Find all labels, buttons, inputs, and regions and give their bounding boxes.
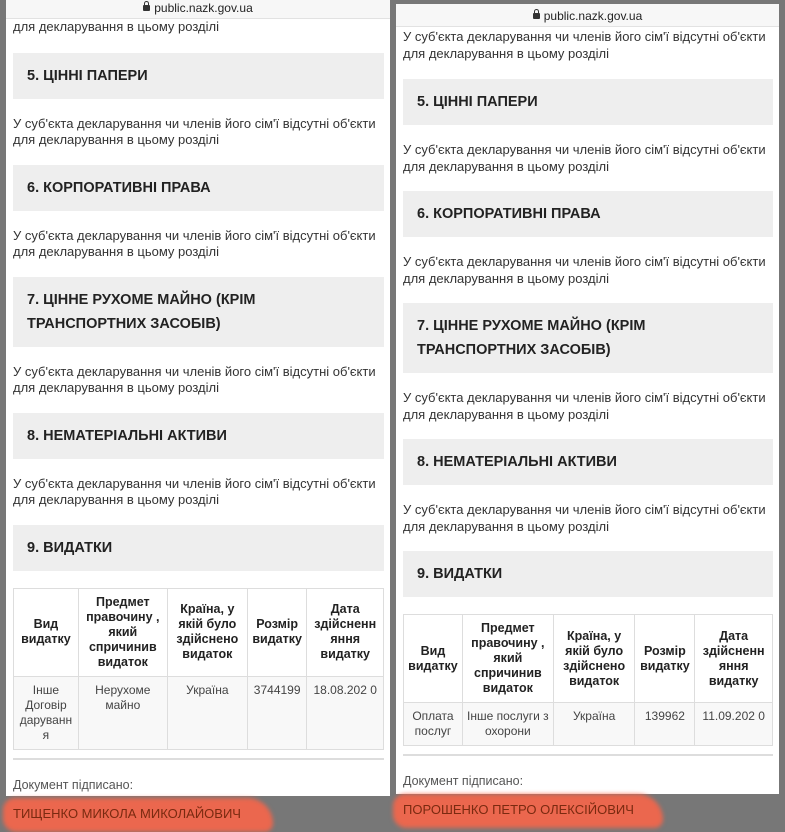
table-row <box>14 676 384 749</box>
url-bar[interactable] <box>6 0 390 19</box>
section-text: У суб'єкта декларування чи членів його сім'ї відсутні об'єкти для декларування в цьому розділі <box>403 142 766 174</box>
section-heading: 8. НЕМАТЕРІАЛЬНІ АКТИВИ <box>403 439 773 485</box>
column-header: Дата здійсненн яння видатку <box>307 588 384 676</box>
table-cell: Оплата послуг <box>404 703 463 746</box>
table-header-row <box>14 588 384 676</box>
url-text: public.nazk.gov.ua <box>154 1 253 15</box>
signed-label: Документ підписано: <box>403 774 524 788</box>
expenses-table <box>403 614 773 746</box>
section-heading: 5. ЦІННІ ПАПЕРИ <box>403 79 773 125</box>
signer-text: ТИЩЕНКО МИКОЛА МИКОЛАЙОВИЧ <box>13 805 241 821</box>
signed-label: Документ підписано: <box>13 777 134 792</box>
table-cell: 11.09.202 0 <box>695 703 773 746</box>
table-cell: Україна <box>167 676 247 749</box>
table-cell: 3744199 <box>247 676 307 749</box>
section-heading: 8. НЕМАТЕРІАЛЬНІ АКТИВИ <box>13 413 384 459</box>
table-row <box>404 703 773 746</box>
column-header: Предмет правочину , який спричинив видаток <box>78 588 167 676</box>
column-header: Предмет правочину , який спричинив видаток <box>462 615 553 703</box>
divider <box>403 754 773 756</box>
section-heading: 9. ВИДАТКИ <box>13 525 384 571</box>
section-heading: 6. КОРПОРАТИВНІ ПРАВА <box>403 191 773 237</box>
column-header: Країна, у якій було здійснено видаток <box>167 588 247 676</box>
section-heading: 7. ЦІННЕ РУХОМЕ МАЙНО (КРІМ ТРАНСПОРТНИХ ЗАСОБІВ) <box>13 277 384 347</box>
section-text: У суб'єкта декларування чи членів його сім'ї відсутні об'єкти для декларування в цьому розділі <box>13 363 376 395</box>
section-heading: 7. ЦІННЕ РУХОМЕ МАЙНО (КРІМ ТРАНСПОРТНИХ ЗАСОБІВ) <box>403 303 773 373</box>
table-cell: Нерухоме майно <box>78 676 167 749</box>
column-header: Розмір видатку <box>635 615 695 703</box>
expenses-table <box>13 588 384 750</box>
section-text: У суб'єкта декларування чи членів його сім'ї відсутні об'єкти для декларування в цьому розділі <box>403 390 766 422</box>
section-heading: 5. ЦІННІ ПАПЕРИ <box>13 53 384 99</box>
lock-icon <box>533 13 540 19</box>
section-text: У суб'єкта декларування чи членів його сім'ї відсутні об'єкти для декларування в цьому розділі <box>403 254 766 286</box>
column-header: Дата здійсненн яння видатку <box>695 615 773 703</box>
signer-text: ПОРОШЕНКО ПЕТРО ОЛЕКСІЙОВИЧ <box>403 802 634 817</box>
section-text: У суб'єкта декларування чи членів його сім'ї відсутні об'єкти для декларування в цьому розділі <box>403 502 766 534</box>
column-header: Вид видатку <box>404 615 463 703</box>
page-content <box>6 19 390 821</box>
signer-name <box>403 802 773 817</box>
left-declaration-screenshot <box>6 0 390 821</box>
column-header: Розмір видатку <box>247 588 307 676</box>
column-header: Вид видатку <box>14 588 79 676</box>
section-heading: 6. КОРПОРАТИВНІ ПРАВА <box>13 165 384 211</box>
section-heading: 9. ВИДАТКИ <box>403 551 773 597</box>
lock-icon <box>143 5 150 11</box>
section-text: для декларування в цьому розділі <box>13 19 219 34</box>
section-text: У суб'єкта декларування чи членів його сім'ї відсутні об'єкти для декларування в цьому розділі <box>13 227 376 259</box>
table-cell: Україна <box>553 703 635 746</box>
signer-name <box>13 806 384 821</box>
url-bar[interactable] <box>396 4 779 27</box>
table-header-row <box>404 615 773 703</box>
table-cell: 139962 <box>635 703 695 746</box>
table-cell: 18.08.202 0 <box>307 676 384 749</box>
section-text: У суб'єкта декларування чи членів його сім'ї відсутні об'єкти для декларування в цьому розділі <box>13 115 376 147</box>
section-text: У суб'єкта декларування чи членів його сім'ї відсутні об'єкти для декларування в цьому розділі <box>13 475 376 507</box>
column-header: Країна, у якій було здійснено видаток <box>553 615 635 703</box>
table-cell: Інше Договір даруванн я <box>14 676 79 749</box>
section-text: У суб'єкта декларування чи членів його сім'ї відсутні об'єкти для декларування в цьому розділі <box>403 29 766 61</box>
table-cell: Інше послуги з охорони <box>462 703 553 746</box>
divider <box>13 758 384 760</box>
url-text: public.nazk.gov.ua <box>543 9 643 23</box>
right-declaration-screenshot <box>396 4 779 817</box>
page-content <box>396 29 779 817</box>
